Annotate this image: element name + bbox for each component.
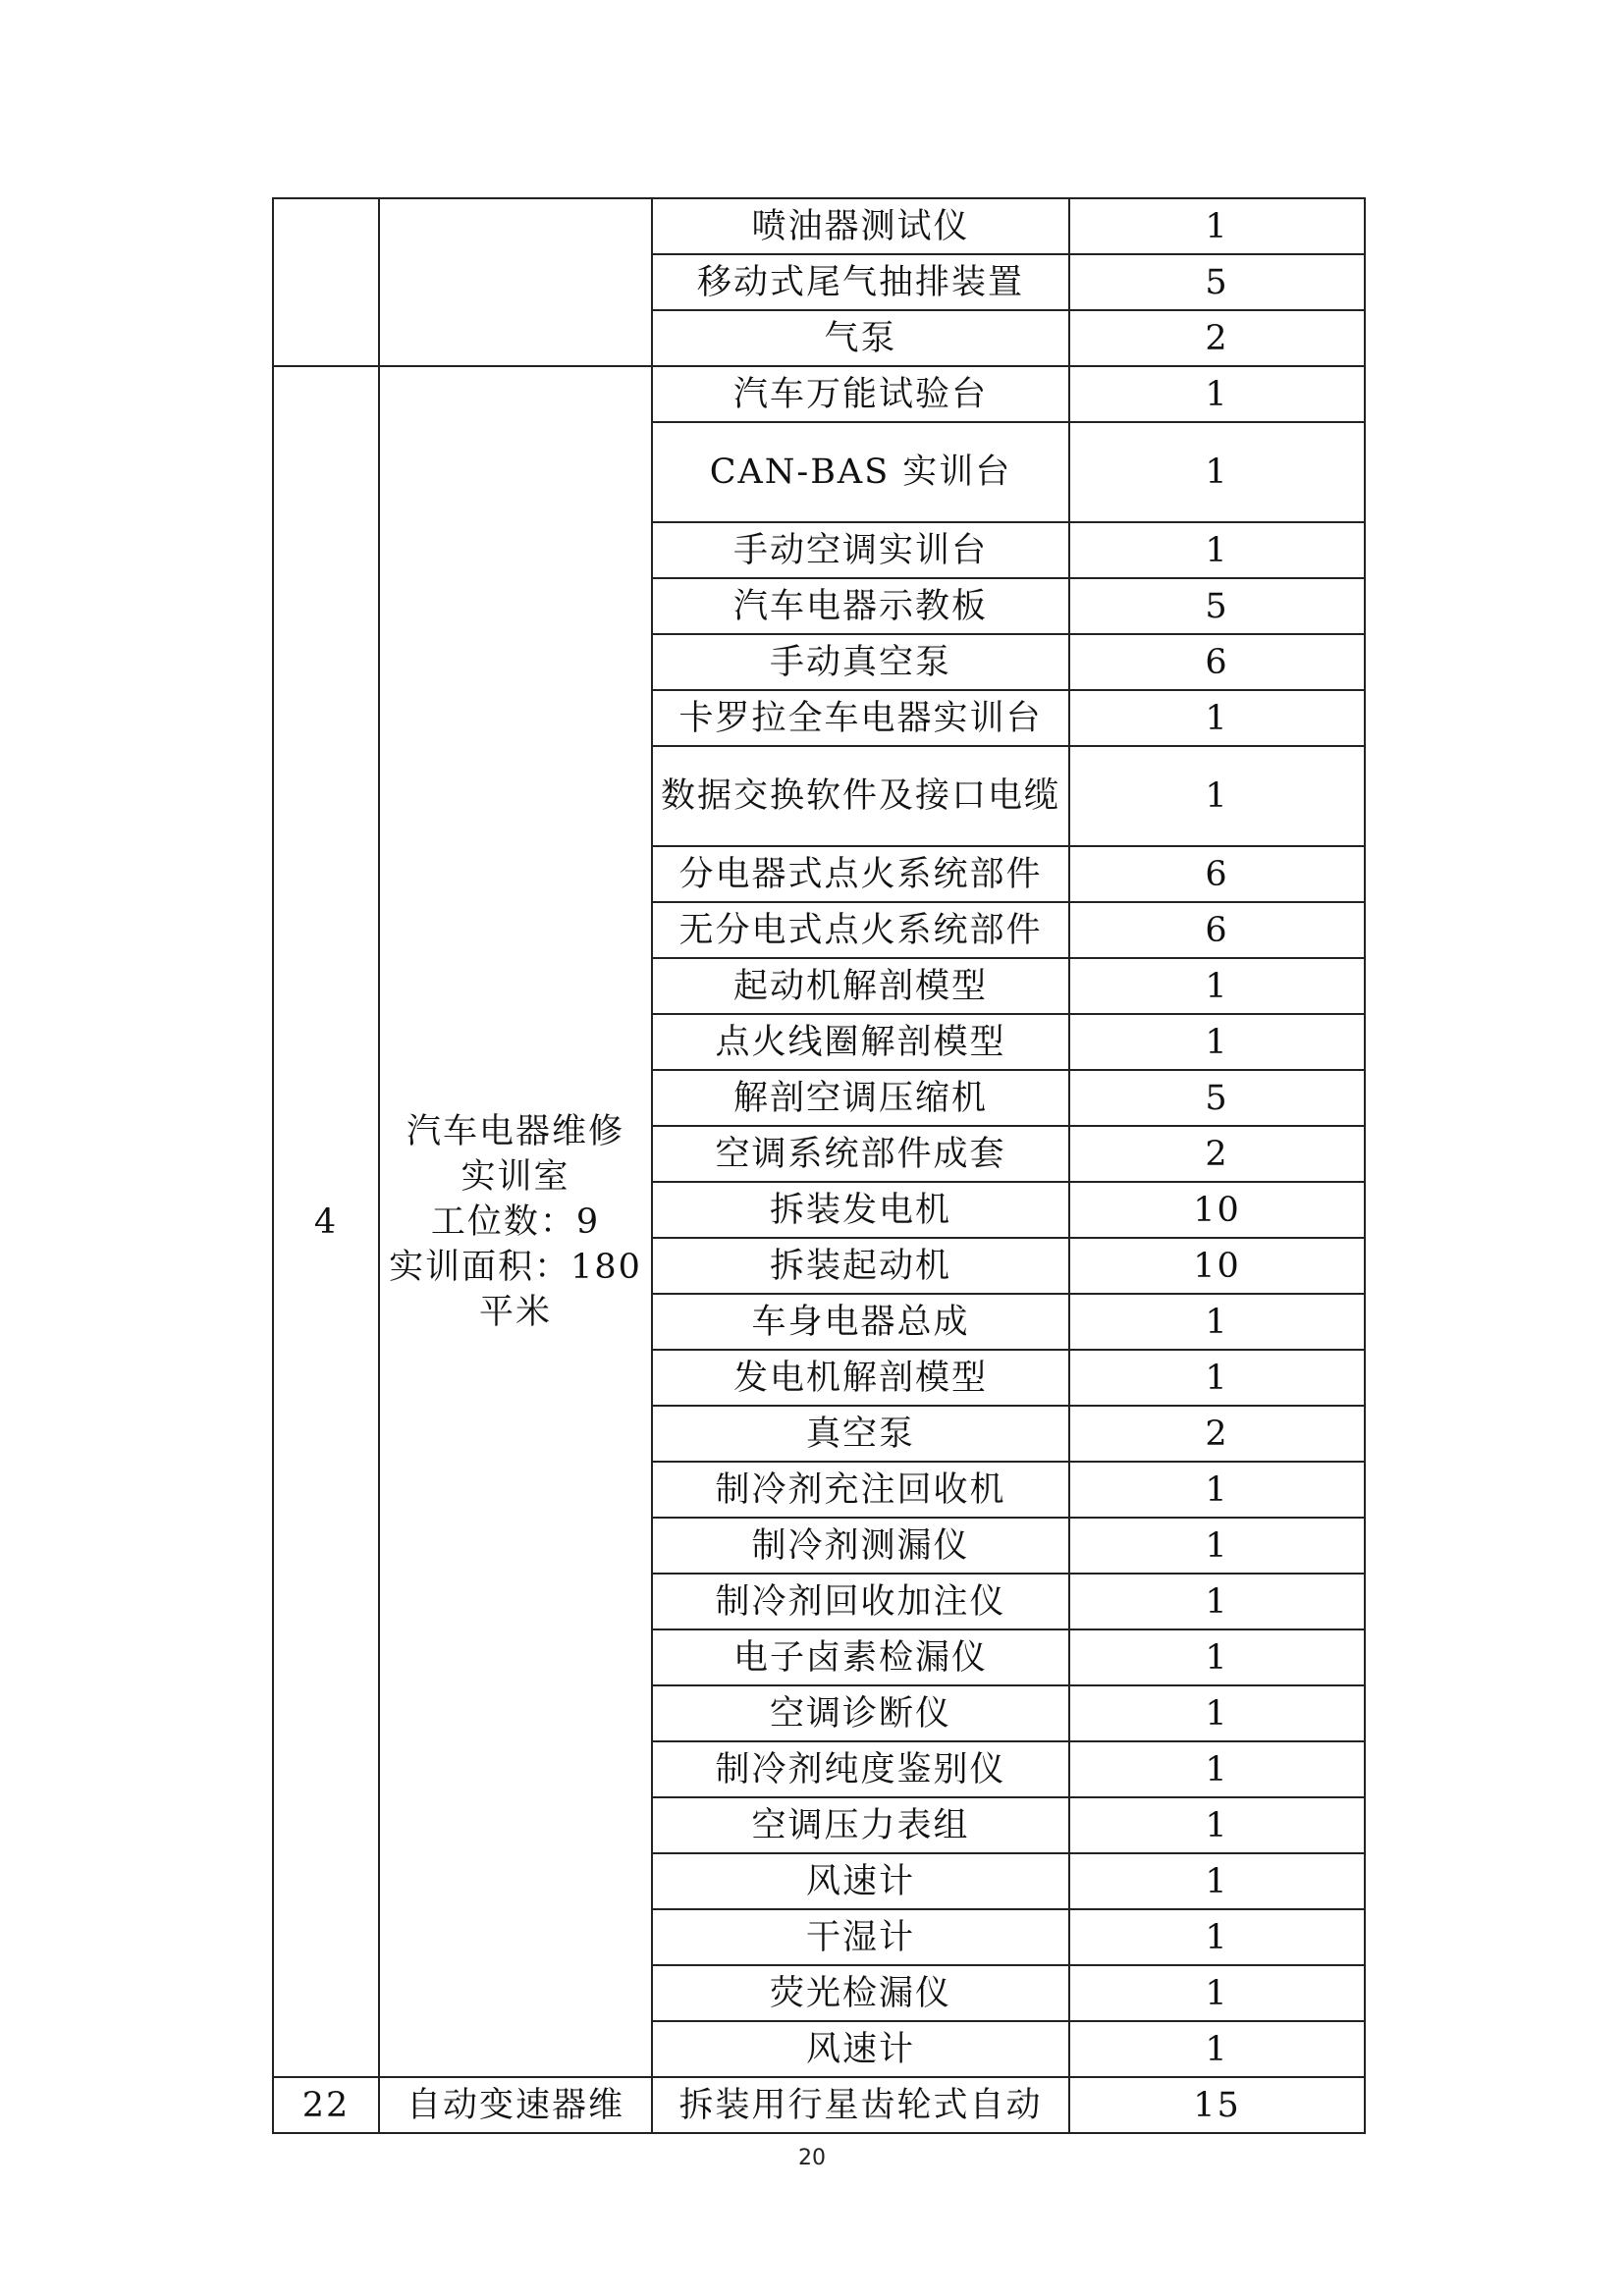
quantity-cell: 10 — [1069, 1182, 1365, 1238]
equipment-name-cell: 风速计 — [652, 1853, 1069, 1909]
equipment-name-cell: 拆装起动机 — [652, 1238, 1069, 1294]
quantity-cell: 5 — [1069, 578, 1365, 634]
equipment-name-cell: 解剖空调压缩机 — [652, 1070, 1069, 1126]
table-row — [273, 198, 1365, 254]
equipment-name-cell: 拆装发电机 — [652, 1182, 1069, 1238]
no-cell — [273, 198, 379, 366]
equipment-name-cell: 空调压力表组 — [652, 1797, 1069, 1853]
equipment-table — [272, 197, 1366, 2134]
quantity-cell: 1 — [1069, 1629, 1365, 1685]
equipment-name-cell: 无分电式点火系统部件 — [652, 902, 1069, 958]
room-cell — [379, 366, 652, 2077]
equipment-name-cell: 制冷剂回收加注仪 — [652, 1574, 1069, 1629]
equipment-name-cell: 汽车电器示教板 — [652, 578, 1069, 634]
equipment-name-cell: 发电机解剖模型 — [652, 1350, 1069, 1406]
equipment-name-cell: 点火线圈解剖模型 — [652, 1014, 1069, 1070]
equipment-name-cell: 气泵 — [652, 310, 1069, 366]
quantity-cell: 5 — [1069, 1070, 1365, 1126]
quantity-cell: 6 — [1069, 902, 1365, 958]
equipment-name-cell: 拆装用行星齿轮式自动 — [652, 2077, 1069, 2133]
equipment-name-cell: 真空泵 — [652, 1406, 1069, 1462]
equipment-name-cell: 制冷剂测漏仪 — [652, 1518, 1069, 1574]
page-number: 20 — [798, 2146, 826, 2170]
quantity-cell: 1 — [1069, 522, 1365, 578]
table-row — [273, 2077, 1365, 2133]
equipment-name-cell: 数据交换软件及接口电缆 — [652, 746, 1069, 846]
equipment-name-cell: CAN-BAS 实训台 — [652, 422, 1069, 522]
quantity-cell: 1 — [1069, 1965, 1365, 2021]
equipment-table-body — [273, 198, 1365, 2133]
equipment-name-cell: 车身电器总成 — [652, 1294, 1069, 1350]
quantity-cell: 1 — [1069, 1741, 1365, 1797]
quantity-cell: 10 — [1069, 1238, 1365, 1294]
equipment-name-cell: 空调系统部件成套 — [652, 1126, 1069, 1182]
equipment-name-cell: 手动空调实训台 — [652, 522, 1069, 578]
quantity-cell: 1 — [1069, 1685, 1365, 1741]
quantity-cell: 6 — [1069, 846, 1365, 902]
equipment-name-cell: 手动真空泵 — [652, 634, 1069, 690]
quantity-cell: 1 — [1069, 198, 1365, 254]
quantity-cell: 1 — [1069, 1462, 1365, 1518]
room-cell: 自动变速器维 — [379, 2077, 652, 2133]
room-line: 工位数：9 — [430, 1201, 601, 1242]
quantity-cell: 5 — [1069, 254, 1365, 310]
table-row — [273, 366, 1365, 422]
room-cell — [379, 198, 652, 366]
quantity-cell: 1 — [1069, 1518, 1365, 1574]
no-cell: 22 — [273, 2077, 379, 2133]
quantity-cell: 1 — [1069, 2021, 1365, 2077]
quantity-cell: 1 — [1069, 422, 1365, 522]
quantity-cell: 1 — [1069, 958, 1365, 1014]
quantity-cell: 6 — [1069, 634, 1365, 690]
equipment-name-cell: 移动式尾气抽排装置 — [652, 254, 1069, 310]
equipment-name-cell: 汽车万能试验台 — [652, 366, 1069, 422]
room-line: 实训室 — [460, 1156, 570, 1197]
quantity-cell: 1 — [1069, 366, 1365, 422]
quantity-cell: 1 — [1069, 690, 1365, 746]
room-line: 实训面积：180 — [389, 1247, 642, 1287]
quantity-cell: 1 — [1069, 1350, 1365, 1406]
quantity-cell: 1 — [1069, 1014, 1365, 1070]
equipment-name-cell: 电子卤素检漏仪 — [652, 1629, 1069, 1685]
equipment-name-cell: 干湿计 — [652, 1909, 1069, 1965]
quantity-cell: 15 — [1069, 2077, 1365, 2133]
quantity-cell: 1 — [1069, 1853, 1365, 1909]
equipment-name-cell: 风速计 — [652, 2021, 1069, 2077]
quantity-cell: 1 — [1069, 1909, 1365, 1965]
no-cell: 4 — [273, 366, 379, 2077]
room-line: 平米 — [478, 1292, 552, 1332]
quantity-cell: 1 — [1069, 1294, 1365, 1350]
equipment-name-cell: 卡罗拉全车电器实训台 — [652, 690, 1069, 746]
quantity-cell: 1 — [1069, 1797, 1365, 1853]
equipment-name-cell: 分电器式点火系统部件 — [652, 846, 1069, 902]
quantity-cell: 1 — [1069, 746, 1365, 846]
equipment-name-cell: 空调诊断仪 — [652, 1685, 1069, 1741]
equipment-name-cell: 喷油器测试仪 — [652, 198, 1069, 254]
equipment-name-cell: 制冷剂纯度鉴别仪 — [652, 1741, 1069, 1797]
room-line: 汽车电器维修 — [406, 1111, 624, 1151]
quantity-cell: 2 — [1069, 1406, 1365, 1462]
equipment-name-cell: 荧光检漏仪 — [652, 1965, 1069, 2021]
equipment-name-cell: 起动机解剖模型 — [652, 958, 1069, 1014]
quantity-cell: 1 — [1069, 1574, 1365, 1629]
equipment-name-cell: 制冷剂充注回收机 — [652, 1462, 1069, 1518]
quantity-cell: 2 — [1069, 1126, 1365, 1182]
quantity-cell: 2 — [1069, 310, 1365, 366]
